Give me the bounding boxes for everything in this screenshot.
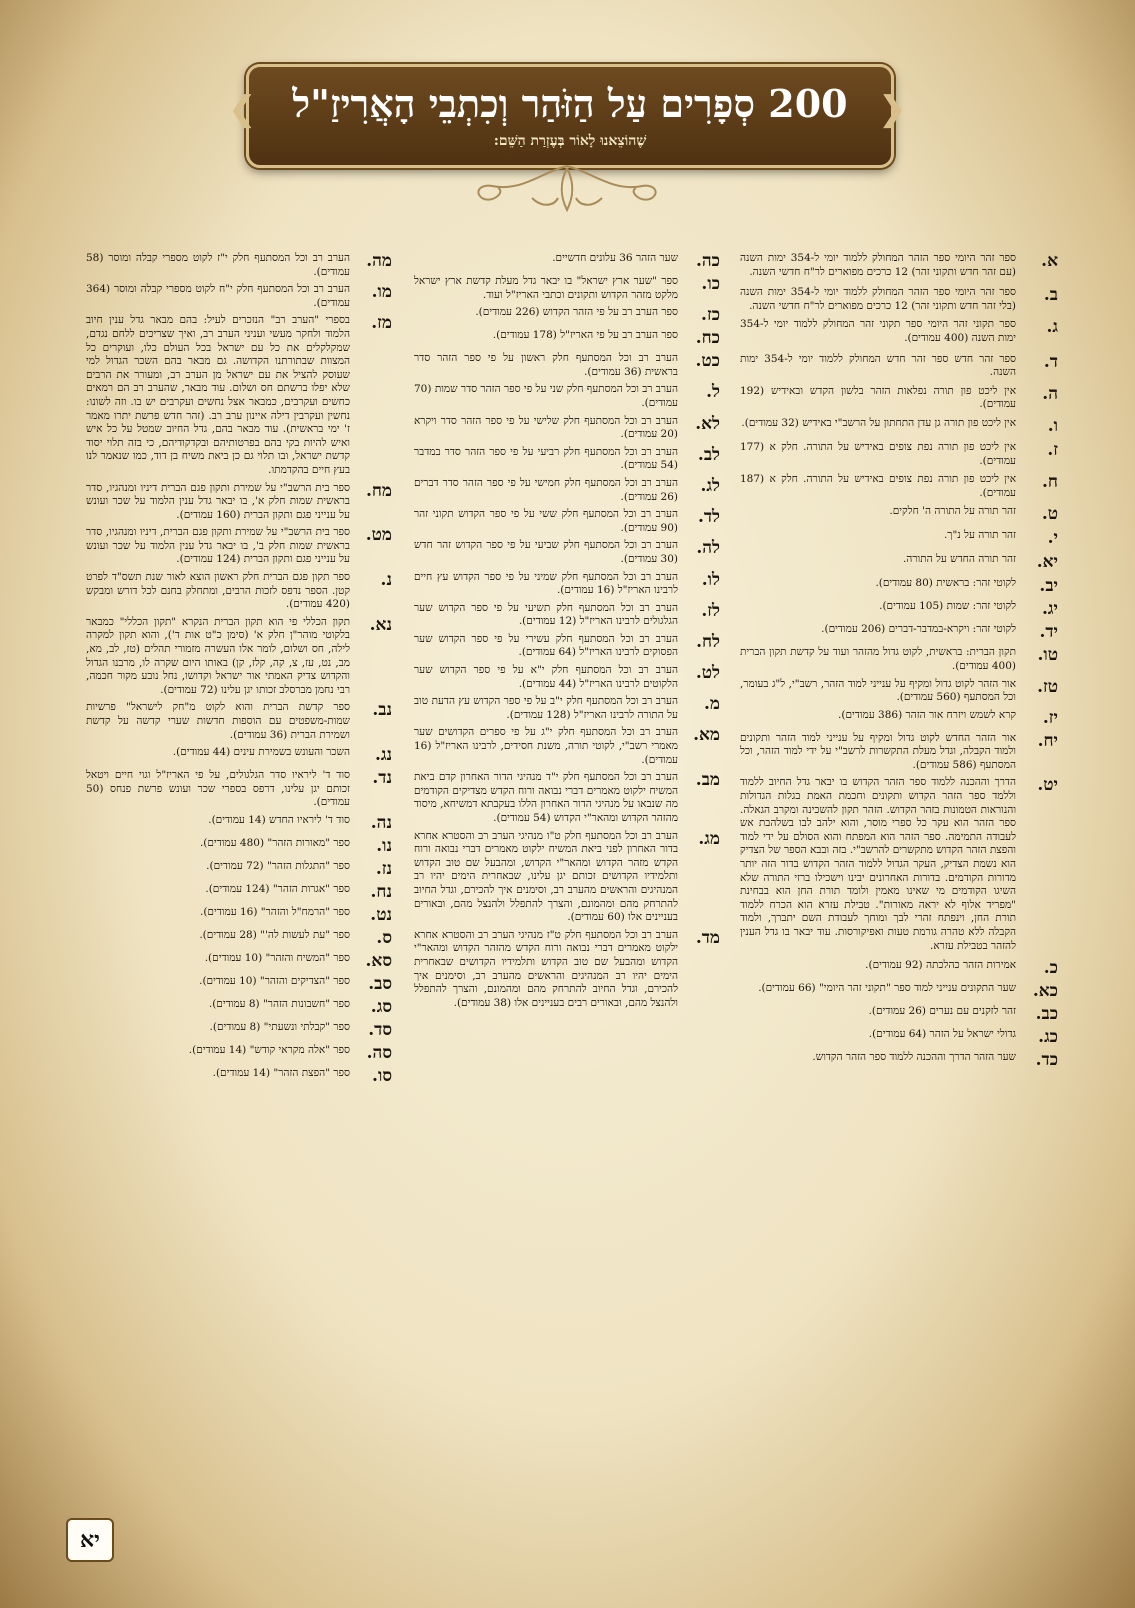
item-number: לא. xyxy=(695,413,720,434)
list-item xyxy=(414,415,720,442)
item-text: הערב רב וכל המסתעף חלק י"ג על פי ספרים הקדושים שער מאמרי רשב"י, לקוטי תורה, משנת חסידים, לרבינו האריז"ל (16 עמודים). xyxy=(414,726,678,766)
list-item xyxy=(414,695,720,722)
item-text: ספר תקון פגם הברית חלק ראשון הוצא לאור שנת תשס"ד לפרט קטן. הספר נדפס לזכות הרבים, ומתחלק בחנם לכל דורש ומבקש (420 עמודים). xyxy=(86,571,350,611)
item-number: יד. xyxy=(1039,622,1058,643)
list-item xyxy=(740,982,1058,1001)
item-number: יח. xyxy=(1037,730,1058,751)
item-number: טז. xyxy=(1037,676,1058,697)
list-item xyxy=(740,732,1058,773)
item-text: ספר "המשיח והזהר" (10 עמודים). xyxy=(204,951,350,964)
list-item xyxy=(86,571,392,612)
item-number: נז. xyxy=(375,858,392,879)
item-number: לה. xyxy=(696,538,720,559)
item-text: אין ליכט פון תורה נפת צופים באידיש על התורה. חלק א (177 עמודים). xyxy=(740,440,1016,467)
list-item xyxy=(414,830,720,925)
list-item xyxy=(414,252,720,271)
item-text: הערב רב וכל המסתעף חלק ט"ז מנהיגי הערב רב והסטרא אחרא ילקוט מאמרים דברי נבואה ורוח הקדש מהזהר הקדוש ומהאר"י הקדוש ומהבעל שם טוב הקדוש ותלמידיו הקדושים שבאחרית הימים יהיו רב המנהיגים והראשים מהערב רב, וסימנים איך להכירם, וגדל החיוב להתרחק מהם ומהמונם, והצרך להתפלל ולהנצל מהם, ובאורים רבים בעניינים אלו (38 עמודים). xyxy=(414,928,678,1009)
item-text: ספר הערב רב על פי הזהר הקדוש (226 עמודים). xyxy=(475,306,678,319)
item-text: תקון הכללי פי הוא תקון הברית הנקרא "תקון הכללי" כמבאר בלקוטי מוהר"ן חלק א' (סימן כ"ט אות ד'), והוא תקון למקרה לילה, חס ושלום, לומר אלו העשרה מזמורי תהלים (טז, לב, מא, מב, נט, עז, צ, קה, קלז, קן) באותו היום שקרה לו, מרבנו הגדול והקדוש צדיק האמתי אור ישראל וקדושו, נחל נובע מקור חכמה, רבי נחמן מברסלב זכותו יגן עלינו (72 עמודים). xyxy=(86,615,350,696)
item-text: ספר קדשת הברית והוא לקוט מ"חק לישראל" פרשיות שמות-משפטים עם הוספות חדשות שערי קדשה על קדשת ושמירת הברית (36 עמודים). xyxy=(86,701,350,741)
item-text: ספר "אגרות הזהר" (124 עמודים). xyxy=(205,882,350,895)
item-text: זהר תורה על התורה ה' חלקים. xyxy=(889,505,1016,518)
list-item xyxy=(414,275,720,302)
item-text: סוד ד' ליראיו סדר הגלגולים, על פי האריז"ל וגוי חיים ויטאל זכותם יגן עלינו, דרפס בספרי שכר ועונש פרשת פנחס (50 עמודים). xyxy=(86,769,350,809)
item-number: נג. xyxy=(374,745,392,766)
item-text: שער הזהר 36 עלונים חדשיים. xyxy=(552,252,678,264)
item-number: מו. xyxy=(371,282,392,303)
item-number: ח. xyxy=(1042,472,1058,493)
list-item xyxy=(740,709,1058,728)
list-item xyxy=(740,1028,1058,1047)
list-item xyxy=(740,417,1058,436)
item-number: סג. xyxy=(370,996,392,1017)
item-text: ספר "מאורות הזהר" (480 עמודים). xyxy=(199,836,350,849)
list-item xyxy=(86,252,392,279)
list-item xyxy=(740,678,1058,705)
item-text: הערב רב וכל המסתעף חלק י"ב על פי ספר הקדוש עץ הדעת טוב על התורה לרבינו האריז"ל (128 עמודים). xyxy=(414,695,678,721)
item-text: הערב רב וכל המסתעף חלק שמיני על פי ספר הקדוש עץ חיים לרבינו האריז"ל (16 עמודים). xyxy=(414,570,678,597)
item-number: נה. xyxy=(370,812,392,833)
list-item xyxy=(86,952,392,971)
item-number: סו. xyxy=(372,1065,392,1086)
item-number: מ. xyxy=(704,694,720,715)
item-text: זהר תורה על נ"ך. xyxy=(943,529,1016,542)
page-title: 200 סְפָרִים עַל הַזֹּהַר וְכִתְבֵי הָאֲרִיזַ"ל xyxy=(292,81,848,126)
list-item xyxy=(414,446,720,473)
item-text: אמירות הזהר כהלכתה (92 עמודים). xyxy=(865,959,1016,972)
item-text: ספר "חשבונות הזהר" (8 עמודים). xyxy=(208,997,350,1010)
list-item xyxy=(414,726,720,767)
item-number: מח. xyxy=(365,480,392,501)
item-number: סה. xyxy=(366,1042,392,1063)
item-number: כד. xyxy=(1035,1050,1058,1071)
item-number: כב. xyxy=(1035,1004,1058,1025)
item-number: א. xyxy=(1041,251,1058,271)
item-number: סא. xyxy=(365,950,392,971)
list-item xyxy=(86,837,392,856)
item-text: זהר תורה החדש על התורה. xyxy=(902,553,1016,566)
list-item xyxy=(740,600,1058,619)
list-item xyxy=(86,906,392,925)
item-number: נח. xyxy=(370,881,392,902)
item-number: יג. xyxy=(1042,599,1058,620)
item-text: הערב רב וכל המסתעף חלק ט"ו מנהיגי הערב רב והסטרא אחרא בדור האחרון לפני ביאת המשיח ילקוט מאמרים דברי נבואה ורוח הקדש מזהר הקדוש ומהאר"י הקדוש, ומהבעל שם טוב הקדוש ותלמידיו הקדושים זכותם יגן עלינו, שבאחרית הימים יהיו רב המנהיגים והראשים מהערב רב, וסימנים איך להכירם, וגדל החיוב להתרחק מהם ומהמונם, והצרך להתפלל ולהנצל מהם, ובאורים בעניינים אלו (60 עמודים). xyxy=(414,829,678,924)
list-item xyxy=(414,602,720,629)
item-text: הערב רב וכל המסתעף חלק י"ח לקוט מספרי קבלה ומוסר (364 עמודים). xyxy=(86,283,350,309)
list-item xyxy=(86,975,392,994)
item-number: מב. xyxy=(695,770,720,791)
item-number: יא. xyxy=(1036,552,1058,573)
list-item xyxy=(414,571,720,598)
item-number: כו. xyxy=(701,274,720,294)
list-item xyxy=(740,385,1058,412)
item-number: טו. xyxy=(1037,645,1058,666)
item-text: הערב רב וכל המסתעף חלק עשירי על פי ספר הקדוש שער הפסוקים לרבינו האריז"ל (64 עמודים). xyxy=(414,632,678,659)
item-text: קרא לשמש ויזרח אור הזהר (386 עמודים). xyxy=(838,708,1016,721)
item-text: לקוטי זהר: שמות (105 עמודים). xyxy=(879,600,1016,613)
item-text: אור הזהר לקוט גדול ומקיף על ענייני למוד הזהר, רשב"י, ל"ג בעומר, וכל המסתעף (560 עמודים). xyxy=(740,677,1016,704)
item-text: אור הזהר החדש לקוט גדול ומקיף על ענייני למוד הזהר ותקונים ולמוד הקבלה, וגדל מעלת התקשרות לרשב"י על ידי למוד הזהר, וכל המסתעף (586 עמודים). xyxy=(740,731,1016,771)
item-text: הדרך וההכנה ללמוד ספר הזהר הקדוש בו יבאר גדל החיוב ללמוד וללמד ספר הזהר הקדוש ותקונים וחכמת האמת בגלות הגדולות והנוראות הטמונות בזהר הקדוש. הזהר תקון להשכינה ומקרב הגאלה. ספר הזהר הוא עקר כל ספרי מוסר, והוא ילהב לבו בשלהבת אש לעבודה התמימה. ספר הזהר הוא המפתח והוא הסולם על ידי למוד והפצת הזהר הקדוש מתקשרים להרשב"י. בזה ובבא הספר של הצדיק הוא נשמת הצדיק, העקר הגדול ללמוד הזהר הקדוש בדור הזה יותר מדורות הקודמים. בדורות האחרונים יבינו וישכילו ברזי התורה שלא השיגו הקודמים מי שאינו מאמין ולומד תורת החן הוא בבחינת "מפריד אלוף לא יראה מאורות". טבילת עזרא הוא הכרח ללמוד תורת החן, וינפתח זהרי לבך ומוחך לעבודת השם יתברך, ולמוד הקבלה ללא טהרה גורמת טעות ואפיקורסות. עוד יבאר בו גדל הענין להזהר בטבילת עזרא. xyxy=(740,776,1016,952)
item-text: זהר לזקנים עם נערים (26 עמודים). xyxy=(868,1005,1016,1018)
list-item xyxy=(86,616,392,698)
item-number: ו. xyxy=(1047,415,1058,436)
item-number: נד. xyxy=(372,768,392,789)
list-item xyxy=(86,1021,392,1040)
list-item xyxy=(414,929,720,1011)
list-item xyxy=(414,477,720,504)
list-item xyxy=(86,746,392,765)
list-item xyxy=(740,505,1058,524)
item-number: סד. xyxy=(368,1019,392,1040)
list-item xyxy=(740,646,1058,673)
item-text: הערב רב וכל המסתעף חלק רביעי על פי ספר הזהר סדר במדבר (54 עמודים). xyxy=(414,445,678,472)
item-number: ה. xyxy=(1042,383,1058,404)
list-item xyxy=(740,353,1058,380)
book-list-column-left xyxy=(86,252,392,1090)
item-text: ספר "הרמח"ל והזהר" (16 עמודים). xyxy=(200,905,350,918)
item-text: ספר הערב רב על פי האריז"ל (178 עמודים). xyxy=(492,329,678,342)
item-text: ספר "הצדיקים והזהר" (10 עמודים). xyxy=(199,974,350,987)
item-number: כח. xyxy=(695,328,720,349)
list-item xyxy=(86,998,392,1017)
list-item xyxy=(740,959,1058,978)
item-number: סב. xyxy=(368,973,392,994)
item-number: מז. xyxy=(371,313,392,334)
list-item xyxy=(740,1005,1058,1024)
list-item xyxy=(414,539,720,566)
list-item xyxy=(86,1067,392,1086)
item-text: הערב רב וכל המסתעף חלק י"ז לקוט מספרי קבלה ומוסר (58 עמודים). xyxy=(86,252,350,278)
list-item xyxy=(86,283,392,310)
book-list-column-middle xyxy=(414,252,720,1014)
item-text: סוד ד' ליראיו החדש (14 עמודים). xyxy=(208,813,350,826)
list-item xyxy=(740,252,1058,279)
list-item xyxy=(740,441,1058,468)
item-number: כז. xyxy=(701,305,720,326)
item-number: לח. xyxy=(696,631,720,652)
list-item xyxy=(740,776,1058,953)
item-number: לז. xyxy=(701,600,720,621)
item-text: אין ליכט פון תורה נפלאות הזהר בלשון הקדש ובאידיש (192 עמודים). xyxy=(740,384,1016,411)
item-text: בספרי "הערב רב" הנזכרים לעיל: בהם מבאר גדל ענין חיוב הלמוד ולחקר מעשי ועניני הערב רב, ואיך שצריכים ללחם נגדם, שמקלקלים את כל עם ישראל בכל העולם כלו, ועוקרים כל המצוות שבתורתנו הקדושה. גם מבאר בהם השכר הגדול למי שעוסק להציל את עם ישראל מן הערב רב, ומעורר את הרבים שלא יפלו ברשתם חס ושלום. עוד מבאר, שהערב רב הם רמאים כחשים ועקרבים, כמבאר אצל נחשים ועקרבים יש בו. וזה לשונו: נחשין ועקרבין דילה איינון ערב רב. (זהר חדש פרשת יתרו מאמר ז' ימי בראשית). עוד מבאר בהם, גדל החיוב שמטל על כל איש ואיש להיות בקי בהם בפרטותיהם ובקדקודיהם, כי בזה תלוי יסוד קדשת ישראל, ובו תלוי גם כן ביאת משיח בן דוד, כמו שנאמר לנו בעץ חיים בהקדמתו. xyxy=(86,314,350,476)
list-item xyxy=(414,664,720,691)
book-list-column-right xyxy=(740,252,1058,1074)
item-text: שער התקונים ענייני למוד ספר "תקוני זהר היומי" (66 עמודים). xyxy=(758,982,1016,995)
item-text: הערב רב וכל המסתעף חלק י"ד מנהיגי הדור האחרון קדם ביאת המשיח ילקוט מאמרים דברי נבואה ורוח הקדש מצדיקים הקודמים מה שנבאו על מנהיגי הדור האחרון הללו בעקבתא דמשיחא, מיסוד מהזהר הקדוש ומהאר"י הקדוש (54 עמודים). xyxy=(414,771,678,824)
list-item xyxy=(414,329,720,348)
item-text: הערב רב וכל המסתעף חלק ששי על פי ספר הקדוש תקוני זהר (90 עמודים). xyxy=(414,508,678,534)
item-number: לט. xyxy=(695,663,720,684)
item-text: לקוטי זהר: ויקרא-במדבר-דברים (206 עמודים). xyxy=(821,623,1016,636)
item-number: ס. xyxy=(376,927,392,948)
item-number: נא. xyxy=(369,614,392,635)
item-number: יב. xyxy=(1039,576,1058,597)
item-text: גדולי ישראל על הזהר (64 עמודים). xyxy=(868,1028,1016,1041)
list-item xyxy=(86,526,392,567)
item-number: מג. xyxy=(698,828,720,849)
item-number: יז. xyxy=(1042,707,1058,728)
item-number: לד. xyxy=(697,507,720,528)
item-number: מא. xyxy=(693,725,720,746)
item-number: ז. xyxy=(1047,439,1058,460)
list-item xyxy=(740,318,1058,345)
page-number: יא xyxy=(66,1518,114,1562)
item-number: נב. xyxy=(372,700,392,721)
item-text: הערב רב וכל המסתעף חלק י"א על פי ספר הקדוש שער הלקוטים לרבינו האריז"ל (44 עמודים). xyxy=(414,664,678,690)
item-number: מד. xyxy=(695,927,720,948)
item-text: תקון הברית: בראשית, לקוט גדול מהזהר ועוד על קדשת תקון הברית (400 עמודים). xyxy=(740,646,1016,672)
item-text: הערב רב וכל המסתעף חלק שביעי על פי ספר הקדוש זהר חדש (30 עמודים). xyxy=(414,539,678,565)
item-text: השכר והעונש בשמירת עינים (44 עמודים). xyxy=(172,746,350,759)
item-text: ספר זהר חדש ספר זהר חדש המחולק ללמוד יומי ל-354 ימות השנה. xyxy=(740,352,1017,379)
item-number: מה. xyxy=(366,251,392,271)
page-subtitle: שֶׁהוֹצֵאנוּ לָאוֹר בְּעֶזְרַת הַשֵּׁם: xyxy=(493,133,647,149)
title-banner xyxy=(246,64,894,168)
item-number: ב. xyxy=(1043,285,1058,306)
item-number: י. xyxy=(1047,528,1058,549)
list-item xyxy=(86,701,392,742)
item-number: יט. xyxy=(1037,775,1058,796)
item-number: נ. xyxy=(380,570,392,591)
list-item xyxy=(414,771,720,825)
list-item xyxy=(740,286,1058,313)
list-item xyxy=(740,623,1058,642)
item-text: הערב רב וכל המסתעף חלק שלישי על פי ספר הזהר סדר ויקרא (20 עמודים). xyxy=(414,414,678,441)
list-item xyxy=(86,883,392,902)
item-text: ספר "התגלות הזהר" (72 עמודים). xyxy=(206,859,350,872)
item-text: ספר "אלה מקראי קודש" (14 עמודים). xyxy=(188,1043,350,1056)
list-item xyxy=(740,529,1058,548)
item-number: נט. xyxy=(370,904,392,925)
list-item xyxy=(414,306,720,325)
list-item xyxy=(414,508,720,535)
item-number: כ. xyxy=(1043,958,1058,979)
list-item xyxy=(86,929,392,948)
flourish-ornament-icon xyxy=(462,162,672,214)
list-item xyxy=(414,633,720,660)
item-text: הערב רב וכל המסתעף חלק שני על פי ספר הזהר סדר שמות (70 עמודים). xyxy=(414,383,678,409)
item-number: לב. xyxy=(697,444,720,465)
list-item xyxy=(86,482,392,523)
list-item xyxy=(414,352,720,379)
item-text: ספר "שער ארץ ישראל" בו יבאר גדל מעלת קדשת ארץ ישראל מלקט מזהר הקדוש ותקונים וכתבי האריז"ל ועוד. xyxy=(414,275,678,301)
item-number: ל. xyxy=(706,382,720,403)
item-text: ספר תקוני זהר היומי ספר תקוני זהר המחולק ללמוד יומי ל-354 ימות השנה (400 עמודים). xyxy=(740,318,1016,344)
item-text: ספר בית הרשב"י על שמירת ותקון פגם הברית דיניו ומנהגיו, סדר בראשית שמות חלק א', בו יבאר גדל ענין הלמוד על שכר ועונש על ענייני פגם ותקון הברית (160 עמודים). xyxy=(86,481,350,521)
item-number: כג. xyxy=(1038,1027,1058,1048)
item-number: כה. xyxy=(695,251,720,271)
item-text: אין ליכט פון תורה גן עדן התחתון על הרשב"י באידיש (32 עמודים). xyxy=(741,416,1016,429)
item-text: ספר "עת לעשות לה'" (28 עמודים). xyxy=(199,928,350,941)
left-ornament-icon: ❮ xyxy=(228,89,257,129)
right-ornament-icon: ❯ xyxy=(878,89,907,129)
list-item xyxy=(86,1044,392,1063)
item-text: ספר זהר היומי ספר הזהר המחולק ללמוד יומי ל-354 ימות השנה (עם זהר חדש ותקוני זהר) 12 כרכים מפוארים לר"ח חדשי השנה. xyxy=(740,252,1016,278)
item-number: כא. xyxy=(1032,981,1058,1002)
list-item xyxy=(740,577,1058,596)
item-text: אין ליכט פון תורה נפת צופים באידיש על התורה. חלק א (187 עמודים). xyxy=(740,473,1016,499)
item-text: לקוטי זהר: בראשית (80 עמודים). xyxy=(875,577,1016,590)
item-text: שער הזהר הדרך וההכנה ללמוד ספר הזהר הקדוש. xyxy=(812,1051,1016,1064)
item-number: מט. xyxy=(365,525,392,546)
item-text: ספר "קבלתי ונשעתי" (8 עמודים). xyxy=(209,1020,350,1033)
item-number: ג. xyxy=(1046,317,1058,338)
item-text: הערב רב וכל המסתעף חלק ראשון על פי ספר הזהר סדר בראשית (36 עמודים). xyxy=(414,352,678,378)
item-text: הערב רב וכל המסתעף חלק חמישי על פי ספר הזהר סדר דברים (26 עמודים). xyxy=(414,476,678,503)
list-item xyxy=(414,383,720,410)
list-item xyxy=(740,553,1058,572)
item-text: הערב רב וכל המסתעף חלק תשיעי על פי ספר הקדוש שער הגלגולים לרבינו האריז"ל (12 עמודים). xyxy=(414,601,678,628)
item-number: ד. xyxy=(1043,351,1058,372)
list-item xyxy=(740,1051,1058,1070)
item-number: כט. xyxy=(695,351,720,372)
list-item xyxy=(86,814,392,833)
item-text: ספר זהר היומי ספר הזהר המחולק ללמוד יומי ל-354 ימות השנה (בלי זהר חדש ותקוני זהר) 12 כרכים מפוארים לר"ח חדשי השנה. xyxy=(740,286,1016,312)
list-item xyxy=(86,769,392,810)
item-text: ספר בית הרשב"י על שמירת ותקון פגם הברית, דיניו ומנהגיו, סדר בראשית שמות חלק ב', בו יבאר גדל ענין הלמוד על שכר ועונש על ענייני פגם ותקון הברית (124 עמודים). xyxy=(86,526,350,566)
list-item xyxy=(740,473,1058,500)
item-number: ט. xyxy=(1041,504,1058,525)
item-number: לו. xyxy=(701,569,720,590)
list-item xyxy=(86,860,392,879)
item-text: ספר "הפצת הזהר" (14 עמודים). xyxy=(212,1066,350,1079)
item-number: נו. xyxy=(376,835,392,856)
item-number: לג. xyxy=(700,475,720,496)
list-item xyxy=(86,314,392,477)
